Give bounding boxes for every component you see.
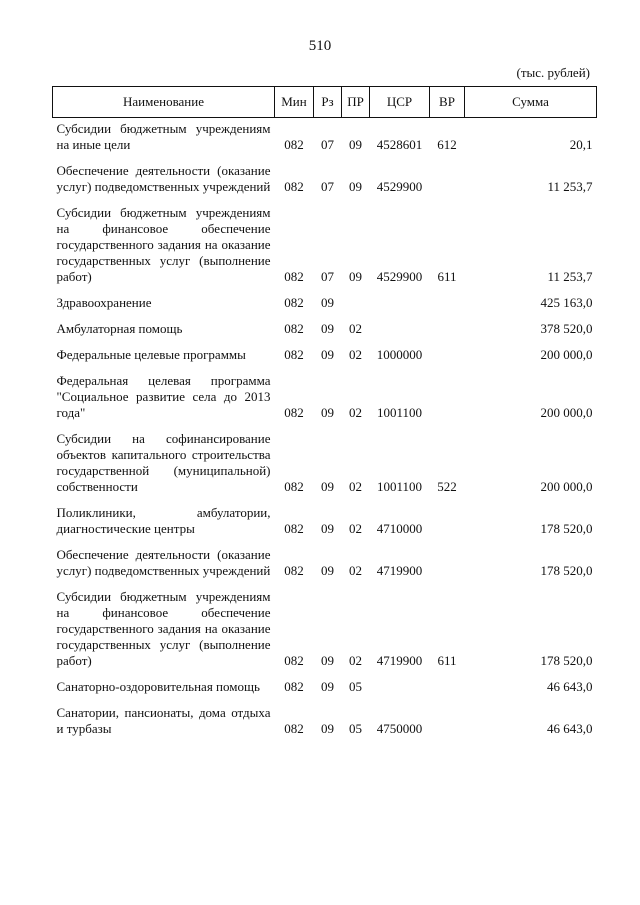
row-vr (430, 370, 465, 428)
row-rz: 07 (321, 137, 334, 152)
header-sum: Сумма (465, 87, 597, 118)
header-name: Наименование (53, 87, 275, 118)
table-body (53, 118, 597, 745)
row-sum: 378 520,0 (540, 321, 593, 336)
row-csr: 4529900 (376, 179, 423, 194)
row-sum: 425 163,0 (540, 295, 593, 310)
header-row (53, 87, 597, 118)
row-vr: 522 (437, 479, 457, 494)
row-vr (430, 292, 465, 318)
table-row (53, 318, 597, 344)
row-csr: 1000000 (376, 347, 423, 362)
header-vr: ВР (430, 87, 465, 118)
row-csr: 4719900 (376, 563, 423, 578)
row-rz: 09 (321, 521, 334, 536)
row-min: 082 (284, 295, 304, 310)
row-sum: 46 643,0 (547, 721, 593, 736)
row-name: Обеспечение деятельности (оказание услуг) подведомственных учреждений (56, 163, 271, 194)
row-pr: 05 (349, 721, 362, 736)
row-pr: 09 (349, 269, 362, 284)
row-sum: 200 000,0 (540, 347, 593, 362)
row-pr: 05 (349, 679, 362, 694)
row-min: 082 (284, 653, 304, 668)
table-header (53, 87, 597, 118)
row-name: Амбулаторная помощь (56, 321, 183, 336)
row-csr: 1001100 (376, 405, 423, 420)
row-name: Санаторно-оздоровительная помощь (56, 679, 260, 694)
row-pr (342, 292, 370, 318)
row-vr: 612 (437, 137, 457, 152)
table-row (53, 676, 597, 702)
row-vr (430, 544, 465, 586)
header-csr: ЦСР (370, 87, 430, 118)
row-rz: 09 (321, 653, 334, 668)
row-csr: 4529900 (376, 269, 423, 284)
table-row (53, 544, 597, 586)
row-min: 082 (284, 321, 304, 336)
row-sum: 11 253,7 (547, 269, 593, 284)
row-rz: 09 (321, 295, 334, 310)
row-vr: 611 (437, 653, 457, 668)
table-row (53, 502, 597, 544)
row-min: 082 (284, 479, 304, 494)
row-name: Субсидии бюджетным учреждениям на финансовое обеспечение государственного задания на оказание государственных услуг (выполнение работ) (56, 205, 271, 284)
row-name: Обеспечение деятельности (оказание услуг) подведомственных учреждений (56, 547, 271, 578)
row-pr: 09 (349, 137, 362, 152)
row-sum: 178 520,0 (540, 563, 593, 578)
row-min: 082 (284, 179, 304, 194)
row-min: 082 (284, 721, 304, 736)
row-csr: 4710000 (376, 521, 423, 536)
row-min: 082 (284, 679, 304, 694)
header-rz: Рз (314, 87, 342, 118)
table-row (53, 292, 597, 318)
row-pr: 02 (349, 321, 362, 336)
row-name: Здравоохранение (56, 295, 152, 310)
row-vr (430, 502, 465, 544)
row-vr (430, 318, 465, 344)
table-row (53, 428, 597, 502)
row-rz: 07 (321, 179, 334, 194)
row-csr: 4750000 (376, 721, 423, 736)
row-vr (430, 702, 465, 744)
row-vr (430, 676, 465, 702)
row-name: Субсидии бюджетным учреждениям на иные цели (56, 121, 271, 152)
row-min: 082 (284, 137, 304, 152)
row-name: Поликлиники, амбулатории, диагностические центры (56, 505, 271, 536)
row-min: 082 (284, 405, 304, 420)
row-csr: 4719900 (376, 653, 423, 668)
row-name: Субсидии на софинансирование объектов капитального строительства государственной (муниципальной) собственности (56, 431, 271, 494)
row-sum: 46 643,0 (547, 679, 593, 694)
row-sum: 20,1 (569, 137, 593, 152)
budget-table (52, 86, 597, 744)
row-pr: 02 (349, 563, 362, 578)
row-sum: 200 000,0 (540, 405, 593, 420)
row-csr: 4528601 (376, 137, 423, 152)
table-row (53, 370, 597, 428)
table-row (53, 118, 597, 161)
table-row (53, 160, 597, 202)
row-sum: 200 000,0 (540, 479, 593, 494)
row-rz: 09 (321, 405, 334, 420)
row-rz: 09 (321, 347, 334, 362)
row-rz: 09 (321, 479, 334, 494)
row-pr: 09 (349, 179, 362, 194)
row-min: 082 (284, 347, 304, 362)
row-csr: 1001100 (376, 479, 423, 494)
row-csr (370, 292, 430, 318)
header-min: Мин (275, 87, 314, 118)
row-sum: 178 520,0 (540, 653, 593, 668)
row-name: Субсидии бюджетным учреждениям на финансовое обеспечение государственного задания на оказание государственных услуг (выполнение работ) (56, 589, 271, 668)
budget-table-container (52, 86, 596, 744)
row-pr: 02 (349, 479, 362, 494)
table-row (53, 202, 597, 292)
row-rz: 09 (321, 563, 334, 578)
row-pr: 02 (349, 521, 362, 536)
row-sum: 11 253,7 (547, 179, 593, 194)
header-pr: ПР (342, 87, 370, 118)
row-min: 082 (284, 521, 304, 536)
row-rz: 09 (321, 679, 334, 694)
row-sum: 178 520,0 (540, 521, 593, 536)
row-csr (370, 318, 430, 344)
row-name: Федеральная целевая программа "Социальное развитие села до 2013 года" (56, 373, 271, 420)
units-label: (тыс. рублей) (516, 65, 590, 80)
row-vr (430, 344, 465, 370)
row-rz: 07 (321, 269, 334, 284)
row-min: 082 (284, 269, 304, 284)
row-pr: 02 (349, 347, 362, 362)
table-row (53, 344, 597, 370)
page-number: 510 (308, 38, 332, 54)
row-vr (430, 160, 465, 202)
row-vr: 611 (437, 269, 457, 284)
row-rz: 09 (321, 321, 334, 336)
row-rz: 09 (321, 721, 334, 736)
row-min: 082 (284, 563, 304, 578)
row-pr: 02 (349, 405, 362, 420)
table-row (53, 586, 597, 676)
row-name: Федеральные целевые программы (56, 347, 246, 362)
row-pr: 02 (349, 653, 362, 668)
row-name: Санатории, пансионаты, дома отдыха и турбазы (56, 705, 271, 736)
table-row (53, 702, 597, 744)
row-csr (370, 676, 430, 702)
